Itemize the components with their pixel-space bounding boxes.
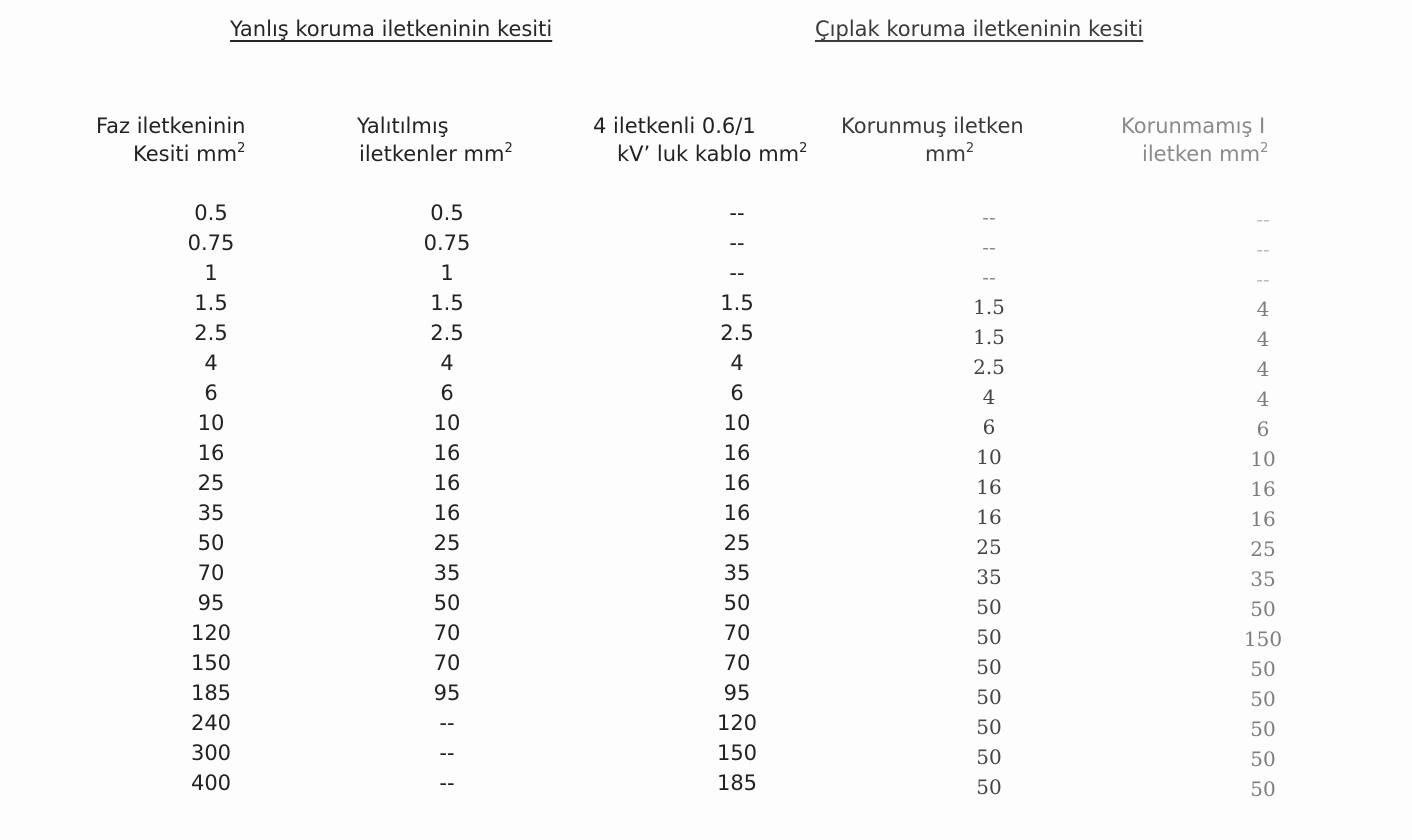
table-cell: 0.75 <box>187 231 235 255</box>
table-cell: 0.5 <box>430 201 464 225</box>
table-cell: 50 <box>1250 747 1276 771</box>
table-cell: 1.5 <box>973 295 1005 319</box>
table-cell: 95 <box>723 681 751 705</box>
group-title-right-text: Çıplak koruma iletkeninin kesiti <box>815 17 1144 41</box>
table-cell: 6 <box>982 415 996 439</box>
header-four-core-cable <box>593 112 807 168</box>
table-cell: 50 <box>1250 597 1276 621</box>
table-cell: 70 <box>433 651 461 675</box>
header-line2: iletkenler mm <box>359 142 505 166</box>
table-cell: 6 <box>440 381 454 405</box>
table-cell: -- <box>982 235 996 259</box>
table-cell: 35 <box>976 565 1002 589</box>
table-cell: 150 <box>190 651 232 675</box>
column-cable-values <box>677 198 797 798</box>
table-cell: 50 <box>1250 657 1276 681</box>
table-cell: 1 <box>204 261 218 285</box>
table-cell: 50 <box>976 745 1002 769</box>
table-cell: 25 <box>197 471 225 495</box>
column-insulated-values <box>387 198 507 798</box>
header-line2-wrap <box>1121 140 1268 168</box>
table-cell: 0.5 <box>194 201 228 225</box>
group-title-left-text: Yanlış koruma iletkeninin kesiti <box>230 17 553 41</box>
table-cell: 4 <box>982 385 996 409</box>
table-cell: 10 <box>1250 447 1276 471</box>
table-cell: 2.5 <box>194 321 228 345</box>
table-cell: -- <box>1256 267 1270 291</box>
header-line1: Korunmuş iletken <box>841 114 1024 138</box>
table-cell: 120 <box>716 711 758 735</box>
header-line2-wrap <box>357 140 513 168</box>
header-line2-wrap <box>841 140 1024 168</box>
header-unprotected-conductor <box>1121 112 1268 168</box>
table-cell: 300 <box>190 741 232 765</box>
table-cell: 2.5 <box>720 321 754 345</box>
table-cell: 35 <box>197 501 225 525</box>
table-cell: -- <box>982 205 996 229</box>
table-cell: 50 <box>976 775 1002 799</box>
table-cell: -- <box>729 261 745 285</box>
table-cell: -- <box>439 771 455 795</box>
header-superscript: 2 <box>965 141 975 156</box>
table-cell: 70 <box>723 621 751 645</box>
table-cell: 50 <box>1250 777 1276 801</box>
table-cell: 10 <box>433 411 461 435</box>
table-cell: 16 <box>197 441 225 465</box>
table-cell: 4 <box>1256 297 1270 321</box>
table-cell: 16 <box>976 475 1002 499</box>
table-cell: 0.75 <box>423 231 471 255</box>
table-cell: 50 <box>976 595 1002 619</box>
table-cell: -- <box>1256 207 1270 231</box>
column-protected-values <box>929 202 1049 802</box>
header-line2-wrap <box>593 140 807 168</box>
header-superscript: 2 <box>799 141 808 156</box>
table-cell: 35 <box>1250 567 1276 591</box>
header-superscript: 2 <box>504 141 513 156</box>
table-cell: 2.5 <box>973 355 1005 379</box>
table-cell: 4 <box>1256 357 1270 381</box>
header-line2: kV’ luk kablo mm <box>617 142 800 166</box>
table-cell: 1.5 <box>720 291 754 315</box>
table-cell: 4 <box>730 351 744 375</box>
table-cell: 240 <box>190 711 232 735</box>
header-line2-wrap <box>96 140 245 168</box>
header-line1: Korunmamış I <box>1121 114 1266 138</box>
table-cell: 50 <box>976 625 1002 649</box>
table-cell: -- <box>982 265 996 289</box>
table-cell: 16 <box>976 505 1002 529</box>
table-cell: 16 <box>723 471 751 495</box>
table-cell: -- <box>439 711 455 735</box>
table-cell: 16 <box>433 471 461 495</box>
header-line2: iletken mm <box>1142 142 1261 166</box>
table-cell: 16 <box>723 501 751 525</box>
header-protected-conductor <box>841 112 1024 168</box>
table-cell: 400 <box>190 771 232 795</box>
header-line1: 4 iletkenli 0.6/1 <box>593 114 756 138</box>
table-cell: 16 <box>1250 477 1276 501</box>
table-cell: 4 <box>1256 327 1270 351</box>
table-cell: 50 <box>976 715 1002 739</box>
table-cell: 25 <box>1250 537 1276 561</box>
table-cell: 150 <box>1243 627 1283 651</box>
table-cell: 1.5 <box>194 291 228 315</box>
table-cell: 70 <box>433 621 461 645</box>
table-cell: 16 <box>1250 507 1276 531</box>
column-unprotected-values <box>1203 204 1323 804</box>
table-cell: 4 <box>204 351 218 375</box>
table-cell: 50 <box>1250 687 1276 711</box>
table-cell: -- <box>729 231 745 255</box>
table-cell: 10 <box>197 411 225 435</box>
header-line1: Faz iletkeninin <box>96 114 246 138</box>
table-cell: -- <box>439 741 455 765</box>
table-cell: 185 <box>190 681 232 705</box>
column-phase-values <box>151 198 271 798</box>
table-cell: 6 <box>1256 417 1270 441</box>
table-cell: 2.5 <box>430 321 464 345</box>
table-cell: 70 <box>723 651 751 675</box>
table-cell: 16 <box>433 501 461 525</box>
table-cell: 4 <box>1256 387 1270 411</box>
table-cell: 50 <box>723 591 751 615</box>
header-line2: mm <box>925 142 966 166</box>
table-cell: 10 <box>976 445 1002 469</box>
table-cell: -- <box>729 201 745 225</box>
table-cell: 16 <box>723 441 751 465</box>
header-line2: Kesiti mm <box>133 142 238 166</box>
table-cell: 16 <box>433 441 461 465</box>
table-cell: 25 <box>723 531 751 555</box>
table-cell: 35 <box>433 561 461 585</box>
table-cell: 25 <box>976 535 1002 559</box>
header-line1: Yalıtılmış <box>357 114 449 138</box>
table-cell: 4 <box>440 351 454 375</box>
group-title-insulated-protective <box>230 17 574 41</box>
table-cell: 120 <box>190 621 232 645</box>
table-cell: 1 <box>440 261 454 285</box>
table-cell: 6 <box>204 381 218 405</box>
table-cell: 150 <box>716 741 758 765</box>
title-underline-extension <box>552 17 574 41</box>
table-cell: 1.5 <box>430 291 464 315</box>
table-cell: 50 <box>433 591 461 615</box>
table-cell: -- <box>1256 237 1270 261</box>
table-cell: 25 <box>433 531 461 555</box>
table-cell: 6 <box>730 381 744 405</box>
table-cell: 95 <box>197 591 225 615</box>
table-cell: 95 <box>433 681 461 705</box>
table-cell: 70 <box>197 561 225 585</box>
table-cell: 50 <box>976 685 1002 709</box>
table-cell: 1.5 <box>973 325 1005 349</box>
header-insulated-conductors <box>357 112 513 168</box>
table-cell: 50 <box>976 655 1002 679</box>
table-cell: 185 <box>716 771 758 795</box>
header-superscript: 2 <box>1260 141 1269 156</box>
header-superscript: 2 <box>237 141 246 156</box>
table-cell: 50 <box>1250 717 1276 741</box>
table-cell: 50 <box>197 531 225 555</box>
header-phase-conductor <box>96 112 245 168</box>
group-title-bare-protective <box>815 17 1143 41</box>
table-cell: 10 <box>723 411 751 435</box>
table-cell: 35 <box>723 561 751 585</box>
